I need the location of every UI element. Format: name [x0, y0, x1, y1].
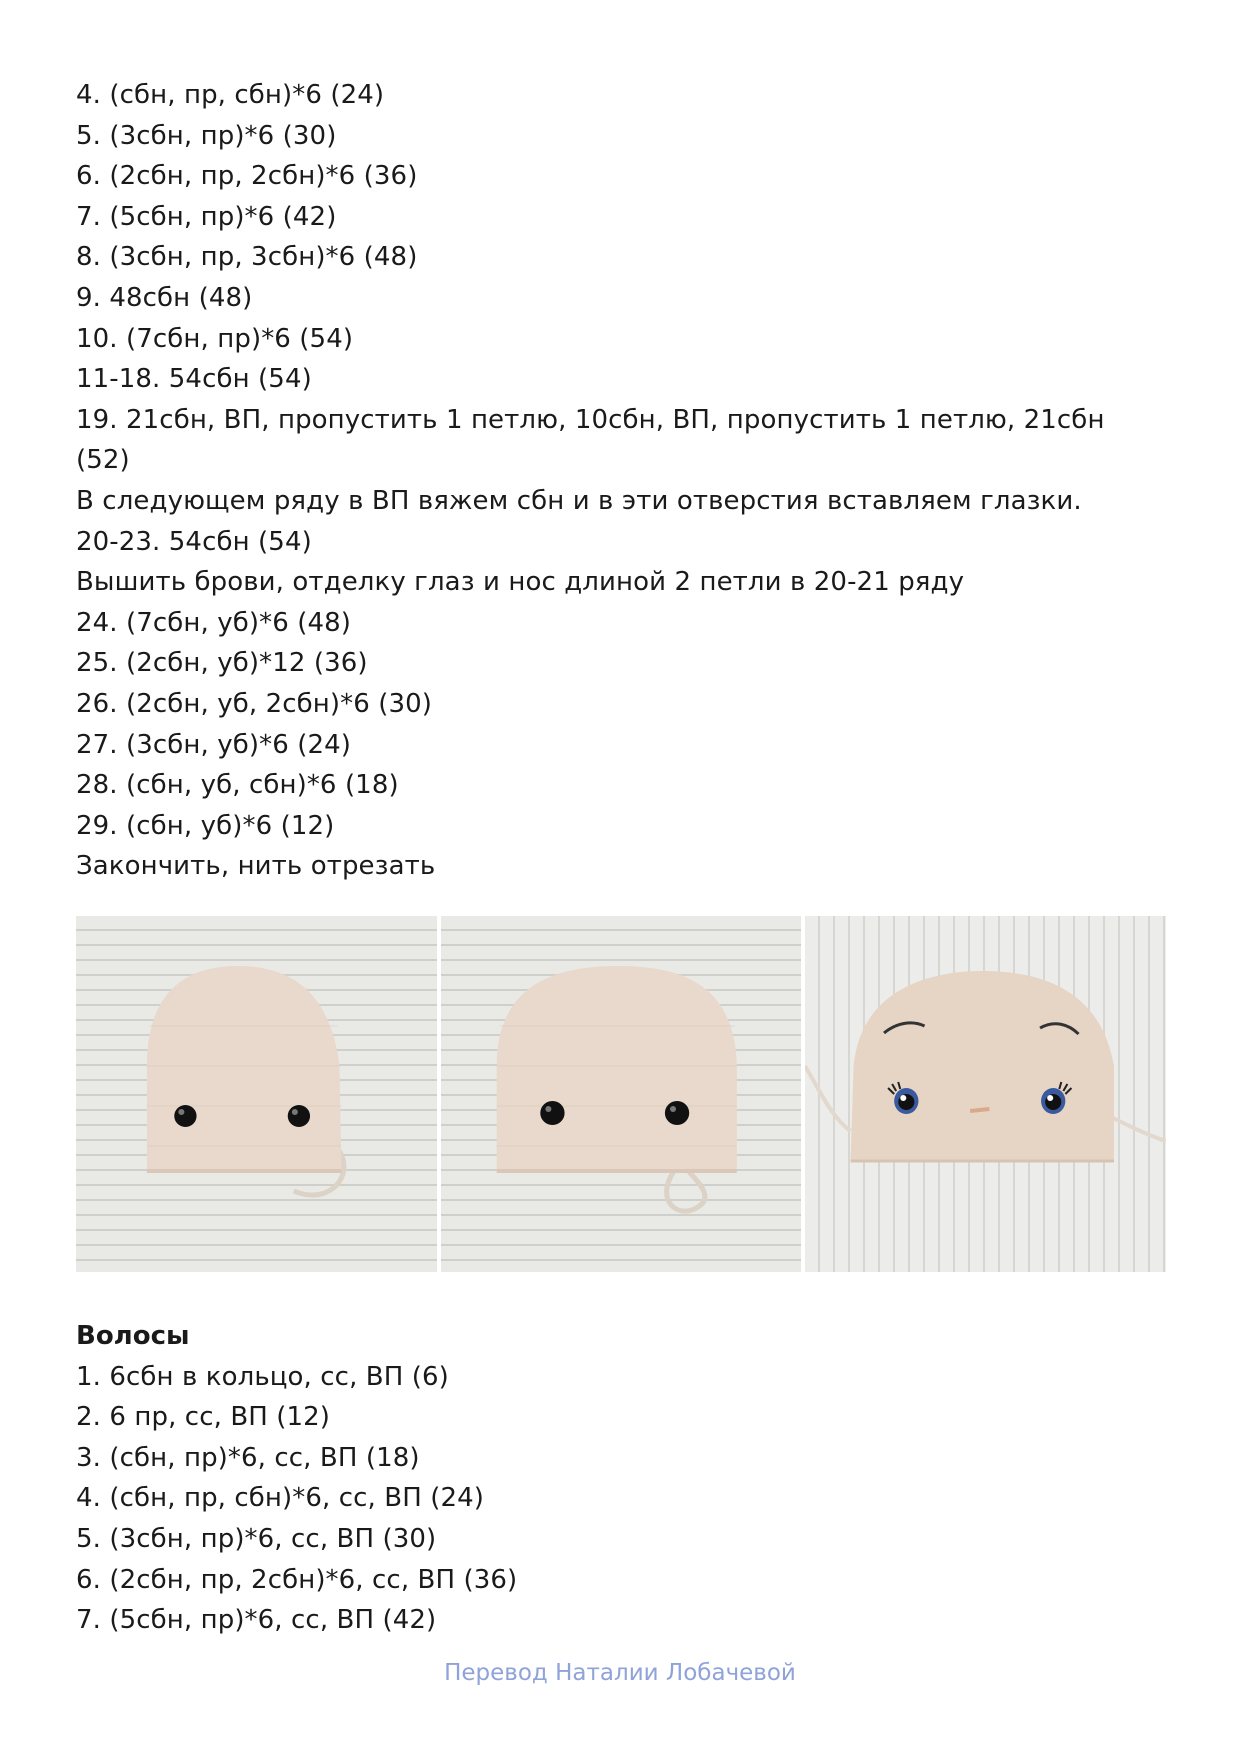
- pattern-row: 29. (сбн, уб)*6 (12): [76, 810, 335, 841]
- pattern-row: 26. (2сбн, уб, 2сбн)*6 (30): [76, 688, 432, 719]
- photo-head-front: [441, 916, 802, 1272]
- pattern-row: 24. (7сбн, уб)*6 (48): [76, 607, 351, 638]
- pattern-row: 27. (3сбн, уб)*6 (24): [76, 729, 351, 760]
- pattern-row: 4. (сбн, пр, сбн)*6, сс, ВП (24): [76, 1483, 484, 1514]
- pattern-row: 1. 6сбн в кольцо, сс, ВП (6): [76, 1361, 449, 1392]
- pattern-row: 5. (3сбн, пр)*6, сс, ВП (30): [76, 1523, 437, 1554]
- pattern-row: 20-23. 54сбн (54): [76, 526, 312, 557]
- section-heading: Волосы: [76, 1321, 190, 1351]
- photo-head-side: [76, 916, 437, 1272]
- crochet-head-image: [76, 916, 437, 1272]
- pattern-row: 6. (2сбн, пр, 2сбн)*6, сс, ВП (36): [76, 1564, 518, 1595]
- pattern-rows-head: [76, 75, 1176, 887]
- progress-photos: [76, 916, 1166, 1272]
- pattern-row: 11-18. 54сбн (54): [76, 364, 312, 395]
- pattern-row: 19. 21сбн, ВП, пропустить 1 петлю, 10сбн, ВП, пропустить 1 петлю, 21сбн: [76, 404, 1105, 435]
- pattern-row: 7. (5сбн, пр)*6, сс, ВП (42): [76, 1605, 437, 1636]
- pattern-note: В следующем ряду в ВП вяжем сбн и в эти отверстия вставляем глазки.: [76, 485, 1082, 516]
- photo-head-embroidered: [805, 916, 1166, 1272]
- pattern-note: Вышить брови, отделку глаз и нос длиной 2 петли в 20-21 ряду: [76, 567, 965, 598]
- pattern-row: 7. (5сбн, пр)*6 (42): [76, 201, 337, 232]
- pattern-row: 9. 48сбн (48): [76, 282, 253, 313]
- pattern-row: 10. (7сбн, пр)*6 (54): [76, 323, 354, 354]
- pattern-row: 4. (сбн, пр, сбн)*6 (24): [76, 80, 385, 110]
- crochet-head-image: [441, 916, 802, 1272]
- pattern-row: (52): [76, 445, 130, 476]
- pattern-row: 3. (сбн, пр)*6, сс, ВП (18): [76, 1442, 420, 1473]
- translator-credit: Перевод Наталии Лобачевой: [444, 1660, 796, 1686]
- hair-section: [76, 1316, 1176, 1641]
- pattern-row: 5. (3сбн, пр)*6 (30): [76, 120, 337, 151]
- pattern-note: Закончить, нить отрезать: [76, 851, 436, 882]
- pattern-row: 8. (3сбн, пр, 3сбн)*6 (48): [76, 242, 418, 273]
- crochet-head-image: [805, 916, 1166, 1272]
- pattern-row: 6. (2сбн, пр, 2сбн)*6 (36): [76, 161, 418, 192]
- pattern-row: 2. 6 пр, сс, ВП (12): [76, 1402, 331, 1433]
- pattern-row: 25. (2сбн, уб)*12 (36): [76, 648, 368, 679]
- pattern-row: 28. (сбн, уб, сбн)*6 (18): [76, 770, 399, 801]
